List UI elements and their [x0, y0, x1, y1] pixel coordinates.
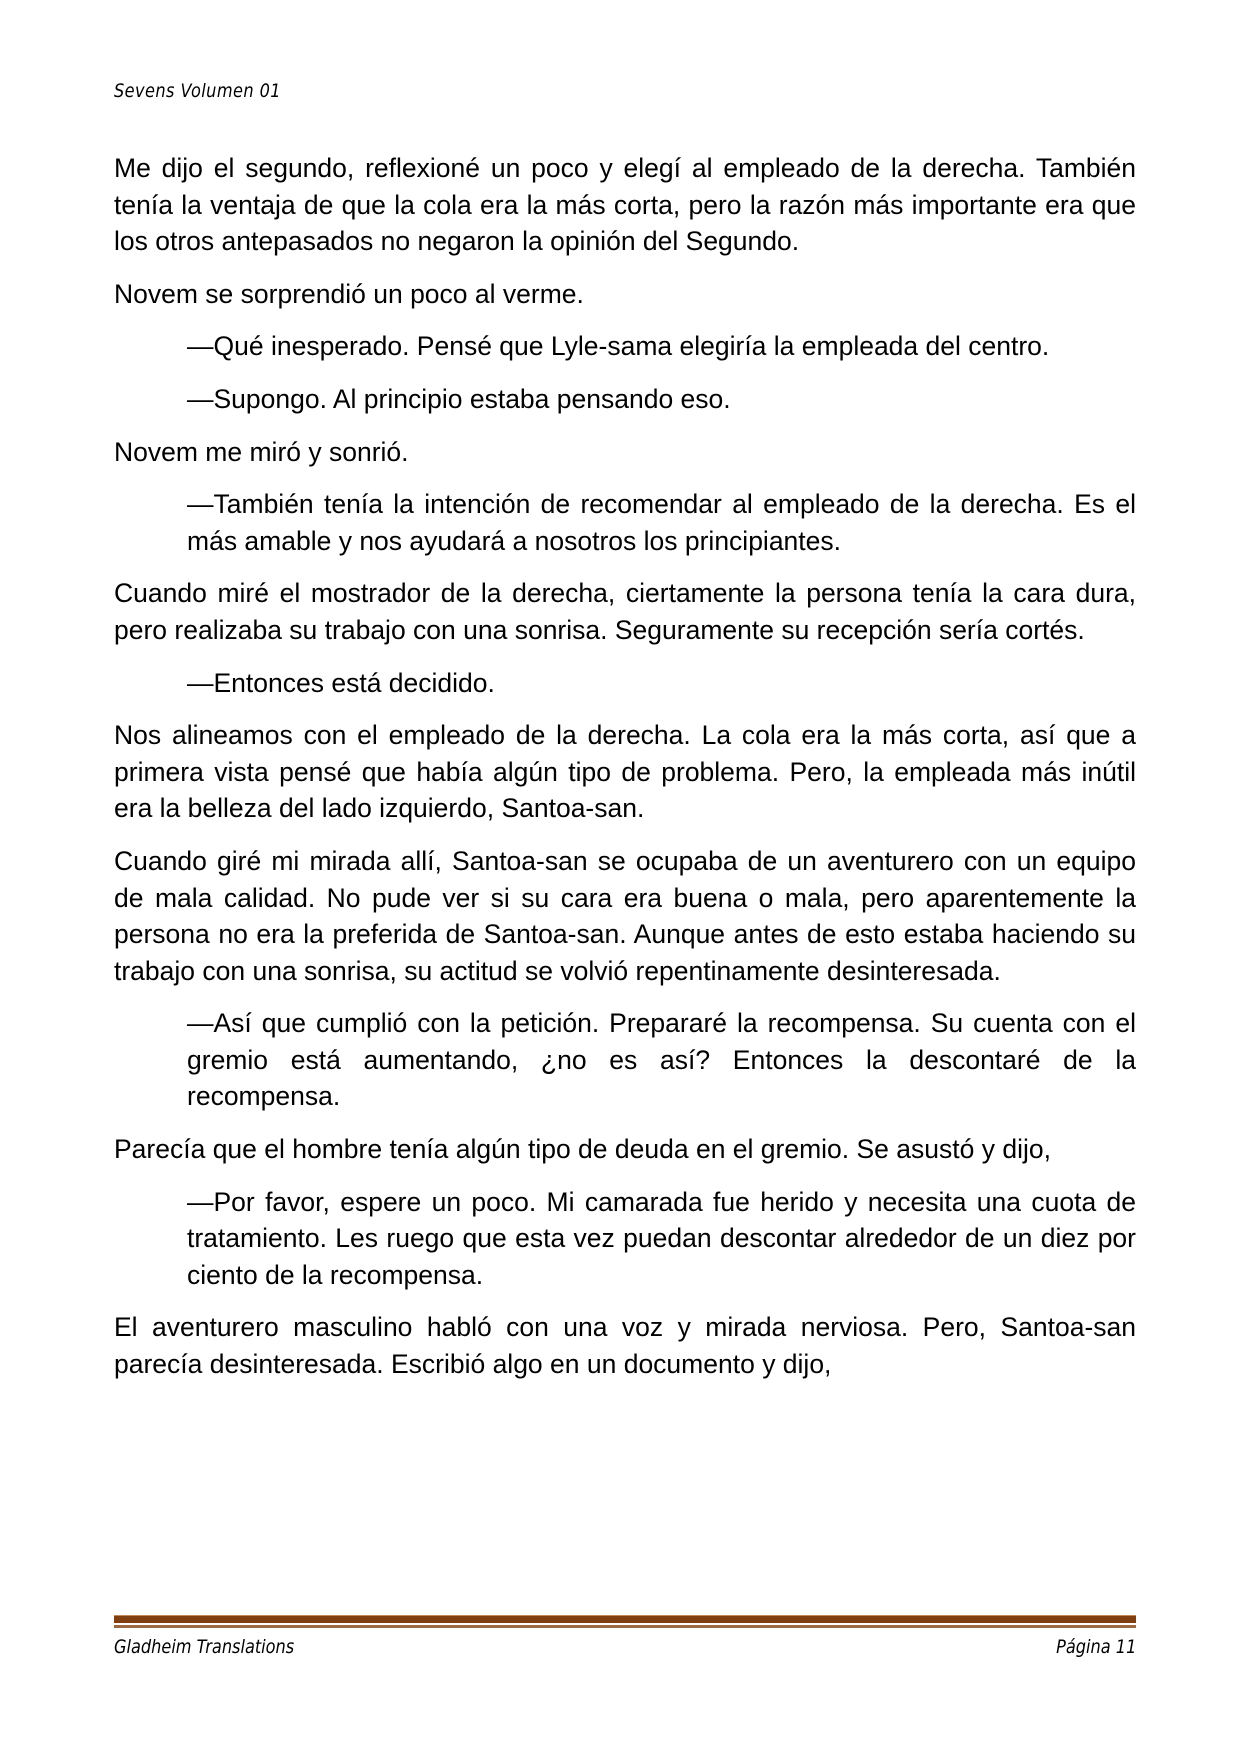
footer-rule — [114, 1615, 1136, 1628]
dialogue-line: —También tenía la intención de recomendar al empleado de la derecha. Es el más amable y nos ayudará a nosotros los principiantes. — [187, 489, 1136, 556]
paragraph: Cuando giré mi mirada allí, Santoa-san se ocupaba de un aventurero con un equipo de mala calidad. No pude ver si su cara era buena o mala, pero aparentemente la persona no era la preferida de Santoa-san. Aunque antes de esto estaba haciendo su trabajo con una sonrisa, su actitud se volvió repentinamente desinteresada. — [114, 845, 1136, 986]
footer-rule-thin — [114, 1625, 1136, 1628]
footer-rule-thick — [114, 1615, 1136, 1623]
footer-credit: Gladheim Translations — [114, 1636, 295, 1658]
paragraph: Nos alineamos con el empleado de la derecha. La cola era la más corta, así que a primera vista pensé que había algún tipo de problema. Pero, la empleada más inútil era la belleza del lado izquierdo, Santoa-san. — [114, 720, 1136, 824]
page-body — [114, 150, 1136, 1399]
dialogue-line: —Por favor, espere un poco. Mi camarada fue herido y necesita una cuota de tratamiento. Les ruego que esta vez puedan descontar alrededor de un diez por ciento de la recompensa. — [187, 1186, 1136, 1290]
dialogue-line: —Qué inesperado. Pensé que Lyle-sama elegiría la empleada del centro. — [187, 331, 1050, 362]
running-header: Sevens Volumen 01 — [114, 80, 281, 102]
paragraph: Cuando miré el mostrador de la derecha, ciertamente la persona tenía la cara dura, pero realizaba su trabajo con una sonrisa. Seguramente su recepción sería cortés. — [114, 578, 1136, 645]
dialogue-line: —Supongo. Al principio estaba pensando eso. — [187, 383, 731, 414]
dialogue-line: —Así que cumplió con la petición. Prepararé la recompensa. Su cuenta con el gremio está aumentando, ¿no es así? Entonces la descontaré de la recompensa. — [187, 1008, 1136, 1112]
paragraph: Me dijo el segundo, reflexioné un poco y elegí al empleado de la derecha. También tenía la ventaja de que la cola era la más corta, pero la razón más importante era que los otros antepasados no negaron la opinión del Segundo. — [114, 153, 1136, 257]
paragraph: Novem me miró y sonrió. — [114, 436, 409, 467]
page-number: Página 11 — [1055, 1636, 1136, 1658]
dialogue-line: —Entonces está decidido. — [187, 667, 495, 698]
paragraph: El aventurero masculino habló con una voz y mirada nerviosa. Pero, Santoa-san parecía desinteresada. Escribió algo en un documento y dijo, — [114, 1312, 1136, 1380]
paragraph: Novem se sorprendió un poco al verme. — [114, 278, 584, 309]
paragraph: Parecía que el hombre tenía algún tipo de deuda en el gremio. Se asustó y dijo, — [114, 1134, 1051, 1165]
